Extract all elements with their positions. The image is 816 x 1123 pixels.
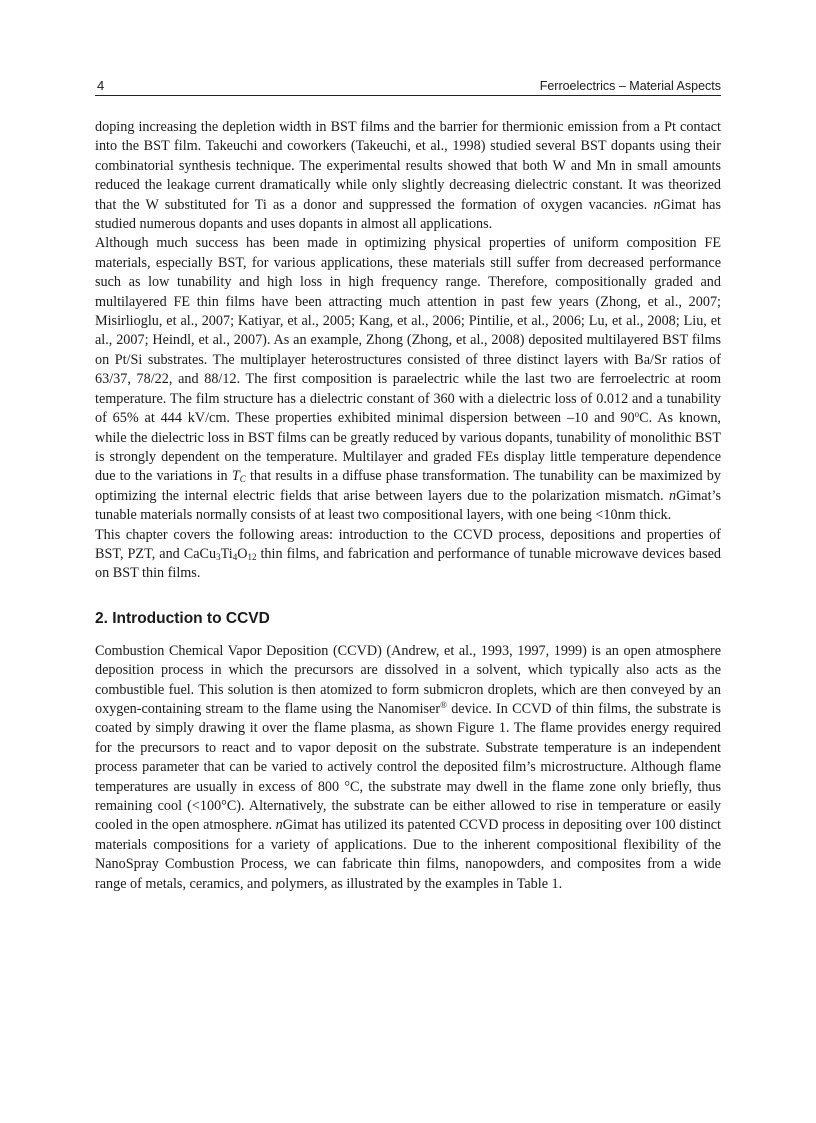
section-heading: 2. Introduction to CCVD bbox=[95, 609, 270, 627]
page bbox=[95, 78, 721, 894]
body-text bbox=[95, 118, 721, 894]
running-title: Ferroelectrics – Material Aspects bbox=[539, 79, 721, 93]
paragraph-chapter-overview: This chapter covers the following areas: introduction to the CCVD process, depositions and properties of BST, PZT, and $CaCu_3Ti_4O_{12}$ thin films, and fabrication and performance of tunable microwave devices based on BST thin films. bbox=[95, 526, 721, 582]
running-header bbox=[95, 78, 721, 96]
paragraph-ccvd: Combustion Chemical Vapor Deposition (CCVD) (Andrew, et al., 1993, 1997, 1999) is an open atmosphere deposition process in which the precursors are dissolved in a solvent, which typically also acts as the combustible fuel. This solution is then atomized to form submicron droplets, which are then conveyed by an oxygen-containing stream to the flame using the Nanomiser® device. In CCVD of thin films, the substrate is coated by simply drawing it over the flame plasma, as shown Figure 1. The flame provides energy required for the precursors to react and to vapor deposit on the substrate. Substrate temperature is an independent process parameter that can be varied to actively control the deposited film’s microstructure. Although flame temperatures are usually in excess of 800 °C, the substrate may dwell in the flame zone only briefly, thus remaining cool (<100°C). Alternatively, the substrate can be either allowed to rise in temperature or easily cooled in the open atmosphere. nGimat has utilized its patented CCVD process in depositing over 100 distinct materials compositions for a variety of applications. Due to the inherent compositional flexibility of the NanoSpray Combustion Process, we can fabricate thin films, nanopowders, and composites from a wide range of metals, ceramics, and polymers, as illustrated by the examples in Table 1. bbox=[95, 642, 722, 892]
paragraph-graded-films: Although much success has been made in optimizing physical properties of uniform composition FE materials, especially BST, for various applications, these materials still suffer from decreased performance such as low tunability and high loss in high frequency range. Therefore, compositionally graded and multilayered FE thin films have been attracting much attention in past few years (Zhong, et al., 2007; Misirlioglu, et al., 2007; Katiyar, et al., 2005; Kang, et al., 2006; Pintilie, et al., 2006; Lu, et al., 2008; Liu, et al., 2007; Heindl, et al., 2007). As an example, Zhong (Zhong, et al., 2008) deposited multilayered BST films on Pt/Si substrates. The multiplayer heterostructures consisted of three distinct layers with Ba/Sr ratios of 63/37, 78/22, and 88/12. The first composition is paraelectric while the last two are ferroelectric at room temperature. The film structure has a dielectric constant of 360 with a dielectric loss of 0.012 and a tunability of 65% at 444 kV/cm. These properties exhibited minimal dispersion between –10 and 90$^o$C. As known, while the dielectric loss in BST films can be greatly reduced by various dopants, tunability of monolithic BST is strongly dependent on the temperature. Multilayer and graded FEs display little temperature dependence due to the variations in $T_C$ that results in a diffuse phase transformation. The tunability can be maximized by optimizing the internal electric fields that arise between layers due to the polarization mismatch. nGimat’s tunable materials normally consists of at least two compositional layers, with one being <10nm thick. bbox=[95, 235, 721, 524]
page-number: 4 bbox=[97, 78, 105, 93]
paragraph-doping: doping increasing the depletion width in BST films and the barrier for thermionic emission from a Pt contact into the BST film. Takeuchi and coworkers (Takeuchi, et al., 1998) studied several BST dopants using their combinatorial synthesis technique. The experimental results showed that both W and Mn in small amounts reduced the leakage current dramatically while only slightly decreasing dielectric constant. It was theorized that the W substituted for Ti as a donor and suppressed the formation of oxygen vacancies. nGimat has studied numerous dopants and uses dopants in almost all applications. bbox=[95, 119, 722, 233]
